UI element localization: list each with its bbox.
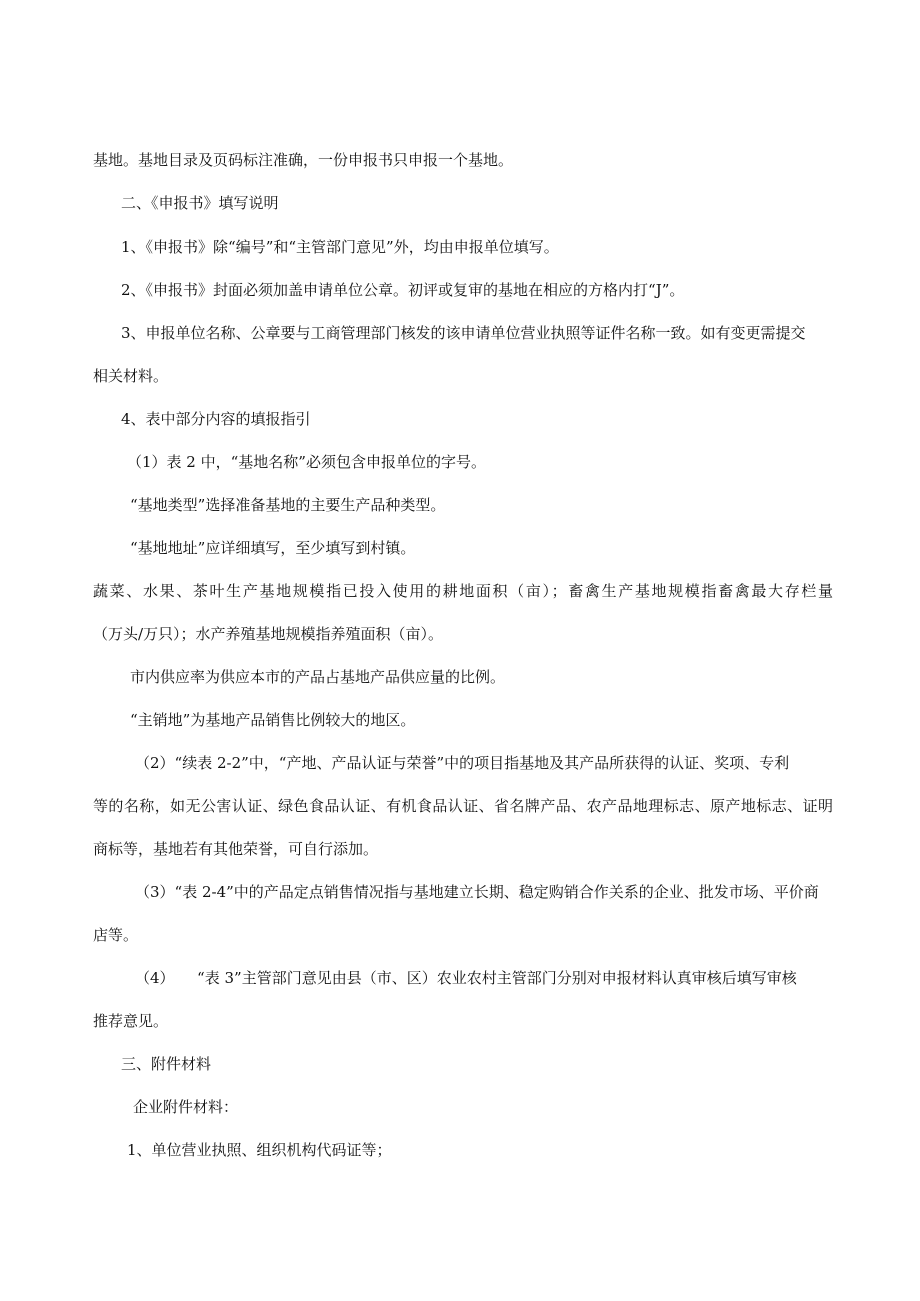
text-line: 1、单位营业执照、组织机构代码证等； (127, 1141, 392, 1159)
text-line: （1）表 2 中，“基地名称”必须包含申报单位的字号。 (127, 453, 486, 471)
text-line: “基地地址”应详细填写，至少填写到村镇。 (130, 539, 416, 557)
text-line: 市内供应率为供应本市的产品占基地产品供应量的比例。 (130, 668, 506, 686)
text-line: 等的名称，如无公害认证、绿色食品认证、有机食品认证、省名牌产品、农产品地理标志、原产地标志、证明 (93, 797, 833, 815)
text-line: （4） “表 3”主管部门意见由县（市、区）农业农村主管部门分别对申报材料认真审核后填写审核 (135, 969, 797, 987)
text-line: （万头/万只）；水产养殖基地规模指养殖面积（亩）。 (93, 625, 444, 643)
text-line: “基地类型”选择准备基地的主要生产品种类型。 (130, 496, 446, 514)
text-line: 蔬菜、水果、茶叶生产基地规模指已投入使用的耕地面积（亩）；畜禽生产基地规模指畜禽最大存栏量 (93, 582, 833, 600)
text-line: 企业附件材料： (133, 1098, 239, 1116)
text-line: 2、《申报书》封面必须加盖申请单位公章。初评或复审的基地在相应的方格内打“J”。 (121, 281, 685, 299)
text-line: 推荐意见。 (93, 1012, 169, 1030)
text-line: 基地。基地目录及页码标注准确，一份申报书只申报一个基地。 (93, 151, 514, 169)
text-line: 店等。 (93, 926, 139, 944)
text-line: “主销地”为基地产品销售比例较大的地区。 (130, 711, 416, 729)
text-line: （2）“续表 2-2”中，“产地、产品认证与荣誉”中的项目指基地及其产品所获得的认证、奖项、专利 (135, 754, 790, 772)
text-line: 4、表中部分内容的填报指引 (121, 410, 311, 428)
section-heading: 二、《申报书》填写说明 (121, 194, 279, 212)
text-line: 商标等，基地若有其他荣誉，可自行添加。 (93, 840, 379, 858)
text-line: 3、申报单位名称、公章要与工商管理部门核发的该申请单位营业执照等证件名称一致。如有变更需提交 (121, 324, 806, 342)
text-line: 相关材料。 (93, 367, 169, 385)
section-heading: 三、附件材料 (121, 1055, 212, 1073)
text-line: （3）“表 2-4”中的产品定点销售情况指与基地建立长期、稳定购销合作关系的企业、批发市场、平价商 (135, 883, 819, 901)
text-line: 1、《申报书》除“编号”和“主管部门意见”外，均由申报单位填写。 (121, 238, 559, 256)
